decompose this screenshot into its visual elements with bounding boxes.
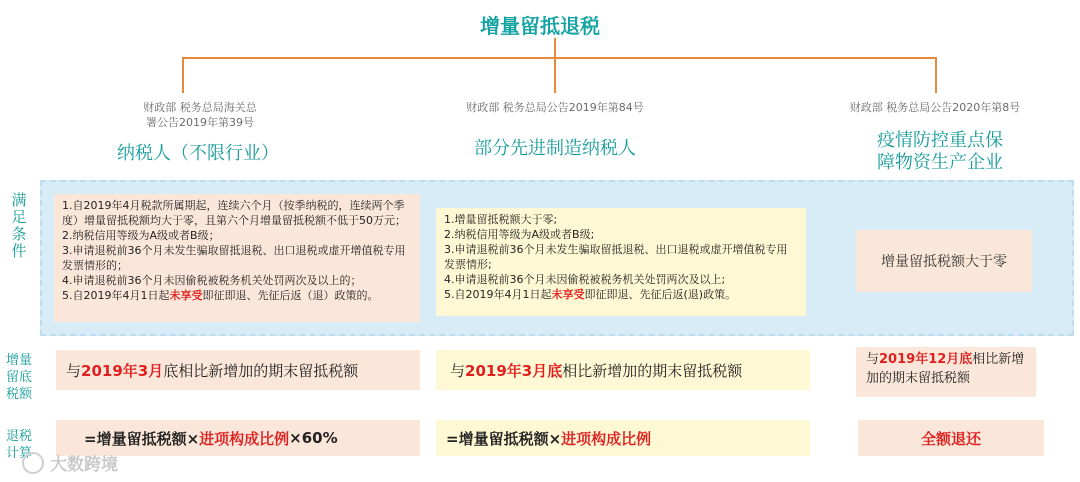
refund-col3 bbox=[858, 420, 1044, 456]
condition-text: 即征即退、先征后返（退）政策的。 bbox=[202, 289, 379, 302]
connector-branch-1 bbox=[182, 57, 184, 93]
watermark-text: 大数跨境 bbox=[50, 455, 118, 475]
side-text: 税额 bbox=[5, 387, 32, 402]
refund-highlight: 全额退还 bbox=[920, 429, 981, 448]
condition-highlight: 未享受 bbox=[551, 288, 585, 301]
side-label-increment bbox=[2, 352, 36, 403]
refund-text: =增量留抵税额× bbox=[446, 429, 562, 448]
side-char: 足 bbox=[11, 208, 27, 226]
condition-item: 1.自2019年4月税款所属期起，连续六个月（按季纳税的，连续两个季度）增量留抵税额均大于零，且第六个月增量留抵税额不低于50万元； bbox=[62, 199, 406, 227]
condition-item: 4.申请退税前36个月未因偷税被税务机关处罚两次及以上的； bbox=[62, 274, 362, 287]
increment-text: 与 bbox=[66, 361, 82, 380]
side-text: 留底 bbox=[5, 370, 32, 385]
condition-text: 即征即退、先征后返(退)政策。 bbox=[584, 288, 737, 301]
source-col2: 财政部 税务总局公告2019年第84号 bbox=[466, 101, 644, 114]
side-text: 退税 bbox=[5, 429, 32, 444]
connector-branch-3 bbox=[935, 57, 937, 93]
refund-highlight: 进项构成比例 bbox=[561, 429, 652, 448]
condition-item bbox=[62, 288, 412, 303]
increment-highlight: 2019年12月底 bbox=[879, 352, 973, 367]
increment-text: 与 bbox=[450, 361, 466, 380]
refund-highlight: 进项构成比例 bbox=[199, 429, 290, 448]
connector-horizontal bbox=[182, 57, 937, 59]
side-char: 件 bbox=[11, 242, 27, 260]
connector-top bbox=[554, 38, 556, 58]
diagram-title: 增量留抵退税 bbox=[480, 14, 600, 38]
source-col1 bbox=[110, 100, 290, 130]
category-col2: 部分先进制造纳税人 bbox=[474, 138, 636, 159]
conditions-col3: 增量留抵税额大于零 bbox=[856, 230, 1032, 292]
watermark bbox=[22, 450, 118, 475]
refund-col2 bbox=[436, 420, 810, 456]
source-col1-line2: 署公告2019年第39号 bbox=[146, 116, 254, 129]
condition-item: 2.纳税信用等级为A级或者B级； bbox=[62, 229, 220, 242]
refund-text: =增量留抵税额× bbox=[84, 429, 200, 448]
conditions-col2 bbox=[436, 208, 806, 316]
increment-text: 与 bbox=[866, 352, 880, 367]
watermark-logo-icon bbox=[22, 452, 44, 474]
category-col3-line2: 障物资生产企业 bbox=[877, 152, 1003, 173]
source-col1-line1: 财政部 税务总局海关总 bbox=[143, 101, 257, 114]
condition-highlight: 未享受 bbox=[169, 289, 203, 302]
increment-text: 相比新增加的期末留抵税额 bbox=[562, 361, 743, 380]
increment-highlight: 2019年3月底 bbox=[465, 361, 563, 380]
side-text: 增量 bbox=[5, 353, 32, 368]
increment-col2 bbox=[436, 350, 810, 390]
connector-branch-2 bbox=[554, 57, 556, 93]
condition-item: 3.申请退税前36个月未发生骗取留抵退税、出口退税或虚开增值税专用发票情形的； bbox=[62, 244, 406, 272]
category-col3 bbox=[840, 130, 1040, 174]
source-col3: 财政部 税务总局公告2020年第8号 bbox=[849, 101, 1021, 114]
refund-text: ×60% bbox=[289, 429, 338, 447]
condition-item: 3.申请退税前36个月未发生骗取留抵退税、出口退税或虚开增值税专用发票情形; bbox=[444, 243, 788, 271]
conditions-col1 bbox=[54, 194, 420, 322]
condition-item: 2.纳税信用等级为A级或者B级; bbox=[444, 228, 595, 241]
category-col1: 纳税人（不限行业） bbox=[117, 143, 279, 164]
side-char: 条 bbox=[11, 225, 27, 243]
increment-text: 底相比新增加的期末留抵税额 bbox=[163, 361, 359, 380]
increment-text: 相比新增加的期末留抵税额 bbox=[866, 352, 1025, 386]
condition-text: 5.自2019年4月1日起 bbox=[62, 289, 170, 302]
condition-item bbox=[444, 287, 798, 302]
side-char: 满 bbox=[11, 191, 27, 209]
category-col3-line1: 疫情防控重点保 bbox=[877, 130, 1003, 151]
condition-text: 5.自2019年4月1日起 bbox=[444, 288, 552, 301]
side-label-conditions bbox=[8, 192, 30, 260]
condition-item: 1.增量留抵税额大于零; bbox=[444, 213, 558, 226]
side-text: 计算 bbox=[5, 446, 32, 461]
increment-highlight: 2019年3月 bbox=[81, 361, 164, 380]
increment-col1 bbox=[56, 350, 420, 390]
increment-col3 bbox=[856, 347, 1036, 397]
condition-item: 4.申请退税前36个月未因偷税被税务机关处罚两次及以上; bbox=[444, 273, 726, 286]
